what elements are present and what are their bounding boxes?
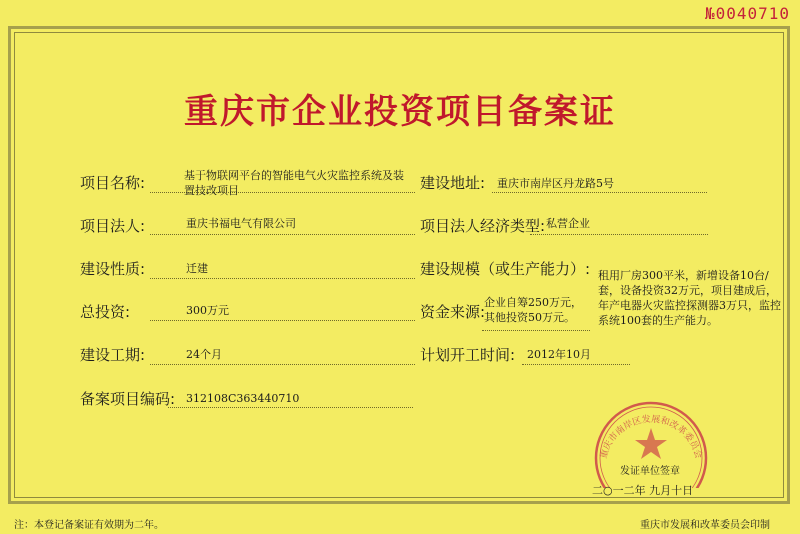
legal-type-value: 私营企业 — [546, 217, 590, 230]
nature-label: 建设性质: — [80, 260, 146, 278]
period-value: 24个月 — [186, 348, 222, 361]
serial-number: №0040710 — [704, 4, 790, 23]
site-line — [492, 192, 707, 193]
footer-note: 注：本登记备案证有效期为二年。 — [14, 520, 164, 531]
project-name-label: 项目名称: — [80, 174, 146, 192]
start-label: 计划开工时间: — [420, 346, 516, 364]
legal-type-line — [530, 234, 708, 235]
certificate-title: 重庆市企业投资项目备案证 — [184, 92, 616, 132]
seal-arc-text: 重庆市南岸区发展和改革委员会 — [598, 414, 704, 460]
period-label: 建设工期: — [80, 346, 146, 364]
footer-printer: 重庆市发展和改革委员会印制 — [640, 520, 770, 531]
investment-label: 总投资: — [80, 303, 131, 321]
site-value: 重庆市南岸区丹龙路5号 — [497, 177, 614, 190]
seal-star-icon — [635, 428, 667, 459]
legal-type-label: 项目法人经济类型: — [420, 217, 546, 235]
seal-caption: 发证单位签章 — [620, 466, 680, 477]
nature-value: 迁建 — [186, 262, 208, 275]
funding-label: 资金来源: — [420, 303, 486, 321]
nature-line — [150, 278, 415, 279]
start-value: 2012年10月 — [527, 348, 591, 361]
issue-date: 二○一二年 九月十日 — [592, 484, 694, 497]
investment-value: 300万元 — [186, 304, 229, 317]
funding-line — [482, 330, 590, 331]
funding-value: 企业自筹250万元，其他投资50万元。 — [484, 296, 582, 324]
legal-person-line — [150, 234, 415, 235]
period-line — [150, 364, 415, 365]
legal-person-label: 项目法人: — [80, 217, 146, 235]
code-label: 备案项目编码: — [80, 390, 176, 408]
investment-line — [150, 320, 415, 321]
scale-label: 建设规模（或生产能力）: — [420, 260, 591, 278]
project-name-value: 基于物联网平台的智能电气火灾监控系统及装置技改项目 — [184, 169, 404, 197]
code-value: 312108C363440710 — [186, 392, 300, 405]
legal-person-value: 重庆书福电气有限公司 — [186, 217, 296, 230]
code-line — [168, 407, 413, 408]
start-line — [522, 364, 630, 365]
scale-value: 租用厂房300平米，新增设备10台/套，设备投资32万元，项目建成后，年产电器火灾监控探测器3万只，监控系统100套的生产能力。 — [598, 269, 781, 327]
site-label: 建设地址: — [420, 174, 486, 192]
